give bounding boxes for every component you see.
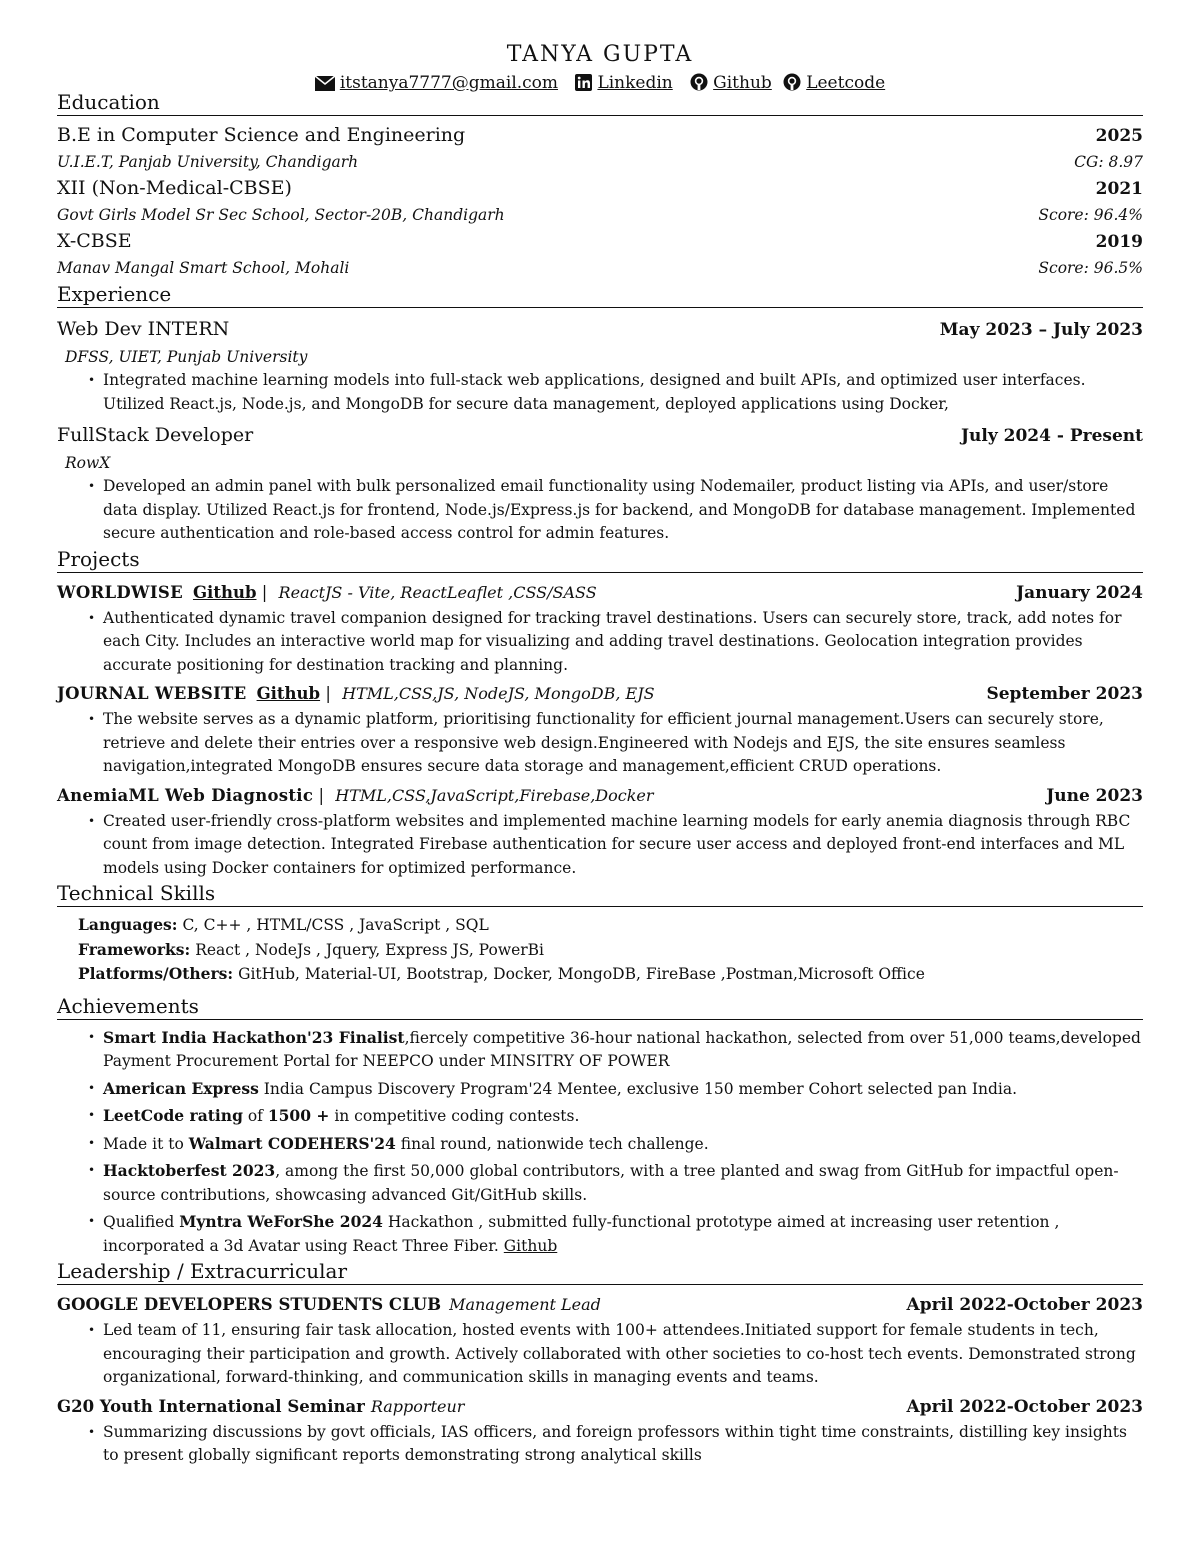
score: Score: 96.5%	[1038, 259, 1143, 277]
skills-section	[57, 913, 1143, 987]
school: Manav Mangal Smart School, Mohali	[57, 259, 350, 277]
highlight: LeetCode rating	[103, 1106, 243, 1125]
text: Made it to	[103, 1134, 189, 1153]
leadership-entry	[57, 1393, 1143, 1421]
leadership-bullets	[57, 1319, 1143, 1390]
leadership-dates: April 2022-October 2023	[906, 1295, 1143, 1315]
skills-languages	[78, 913, 1143, 938]
skills-divider	[57, 906, 1143, 907]
project-github-link[interactable]: Github	[256, 684, 321, 703]
year: 2019	[1095, 232, 1143, 252]
degree: B.E in Computer Science and Engineering	[57, 124, 466, 146]
project-date: June 2023	[1046, 785, 1143, 806]
list-item	[103, 1159, 1143, 1207]
list-item: • Developed an admin panel with bulk personalized email functionality using Nodemailer, product listing via APIs, and user/store data display. Utilized React.js for frontend, Node.js/Express.js for backend, and MongoDB for database management. Implemented secure authentication and role-based access control for admin features.	[103, 475, 1143, 546]
project-tech: HTML,CSS,JS, NodeJS, MongoDB, EJS	[342, 684, 655, 703]
email-link[interactable]: itstanya7777@gmail.com	[339, 73, 559, 93]
leetcode-link[interactable]: Leetcode	[806, 73, 886, 93]
email-contact[interactable]	[315, 71, 558, 95]
text: India Campus Discovery Program'24 Mentee, exclusive 150 member Cohort selected pan India.	[258, 1079, 1018, 1098]
project-entry	[57, 680, 1143, 708]
education-entry	[57, 122, 1143, 149]
leadership-role: Rapporteur	[370, 1396, 465, 1416]
job-title: Web Dev INTERN	[57, 318, 230, 340]
highlight: Walmart CODEHERS'24	[188, 1133, 396, 1153]
education-section	[57, 122, 1143, 281]
leadership-org: GOOGLE DEVELOPERS STUDENTS CLUB	[57, 1295, 442, 1314]
list-item: • The website serves as a dynamic platform, prioritising functionality for efficient journal management.Users can securely store, retrieve and delete their entries over a responsive web design.Engineered with Nodejs and EJS, the site ensures seamless navigation,integrated MongoDB ensures secure data storage and management,efficient CRUD operations.	[103, 708, 1143, 779]
project-name: AnemiaML Web Diagnostic	[57, 785, 314, 805]
text: final round, nationwide tech challenge.	[395, 1134, 709, 1153]
school: U.I.E.T, Panjab University, Chandigarh	[57, 153, 359, 171]
skills-value: C, C++ , HTML/CSS , JavaScript , SQL	[182, 916, 489, 934]
score: Score: 96.4%	[1038, 206, 1143, 224]
list-item	[103, 1104, 1143, 1129]
education-entry	[57, 175, 1143, 202]
job-title: FullStack Developer	[57, 424, 254, 446]
linkedin-link[interactable]: Linkedin	[597, 73, 673, 93]
experience-heading: Experience	[57, 282, 172, 306]
achievements-list	[57, 1026, 1143, 1259]
project-tech: ReactJS - Vite, ReactLeaflet ,CSS/SASS	[278, 582, 597, 602]
skills-label: Frameworks:	[78, 939, 191, 959]
degree: X-CBSE	[57, 230, 132, 252]
linkedin-contact[interactable]	[575, 71, 672, 95]
education-entry	[57, 228, 1143, 255]
list-item	[103, 1077, 1143, 1102]
skills-heading: Technical Skills	[57, 881, 216, 905]
projects-divider	[57, 572, 1143, 573]
experience-entry	[57, 314, 1143, 345]
leadership-section	[57, 1291, 1143, 1468]
project-header	[57, 579, 597, 607]
project-name: WORLDWISE	[57, 582, 183, 602]
leadership-header	[57, 1393, 464, 1421]
linkedin-icon	[575, 74, 592, 91]
project-entry	[57, 579, 1143, 607]
year: 2025	[1095, 126, 1143, 146]
project-bullets	[57, 708, 1143, 779]
leadership-dates: April 2022-October 2023	[906, 1396, 1143, 1417]
separator: |	[325, 684, 331, 703]
resume-page	[57, 40, 1143, 1468]
list-item: • Authenticated dynamic travel companion designed for tracking travel destinations. Users can securely store, track, add notes for each City. Includes an interactive world map for visualizing and adding travel destinations. Geolocation integration provides accurate positioning for destination tracking and planning.	[103, 607, 1143, 678]
project-header	[57, 782, 654, 810]
education-entry-sub	[57, 255, 1143, 281]
experience-section	[57, 314, 1143, 546]
project-name: JOURNAL WEBSITE	[57, 684, 247, 703]
envelope-icon	[315, 76, 335, 91]
school: Govt Girls Model Sr Sec School, Sector-20B, Chandigarh	[57, 206, 505, 224]
text: of	[242, 1107, 268, 1125]
skills-value: GitHub, Material-UI, Bootstrap, Docker, MongoDB, FireBase ,Postman,Microsoft Office	[238, 965, 925, 983]
highlight: Smart India Hackathon'23 Finalist	[103, 1027, 405, 1047]
list-item: • Led team of 11, ensuring fair task allocation, hosted events with 100+ attendees.Initiated support for female students in tech, encouraging their participation and growth. Actively collaborated with other societies to co-host tech events. Demonstrated strong organizational, forward-thinking, and communication skills in managing events and teams.	[103, 1319, 1143, 1390]
education-entry-sub	[57, 202, 1143, 228]
job-dates: May 2023 – July 2023	[939, 320, 1143, 340]
github-link[interactable]: Github	[503, 1236, 558, 1255]
list-item	[103, 1132, 1143, 1157]
project-tech: HTML,CSS,JavaScript,Firebase,Docker	[335, 785, 654, 805]
list-item: • Created user-friendly cross-platform websites and implemented machine learning models for early anemia diagnosis through RBC count from image detection. Integrated Firebase authentication for secure user access and deployed front-end interfaces and ML models using Docker containers for optimized performance.	[103, 810, 1143, 881]
github-icon	[690, 73, 708, 91]
text: ,fiercely competitive 36-hour national hackathon, selected from over 51,000 teams,developed Payment Procurement Portal for NEEPCO under MINSITRY OF POWER	[103, 1028, 1141, 1070]
skills-label: Platforms/Others:	[78, 964, 234, 983]
highlight: Hacktoberfest 2023	[103, 1161, 276, 1180]
text: in competitive coding contests.	[329, 1107, 580, 1125]
job-org: DFSS, UIET, Punjab University	[65, 348, 308, 366]
job-org: RowX	[65, 454, 111, 472]
project-bullets	[57, 810, 1143, 881]
leadership-role: Management Lead	[449, 1295, 601, 1314]
github-contact[interactable]	[690, 71, 772, 95]
achievements-divider	[57, 1019, 1143, 1020]
project-entry	[57, 782, 1143, 810]
project-github-link[interactable]: Github	[192, 582, 257, 602]
highlight: Myntra WeForShe 2024	[179, 1212, 383, 1231]
job-bullets	[57, 369, 1143, 416]
separator: |	[318, 785, 325, 805]
project-date: September 2023	[986, 684, 1143, 704]
job-bullets	[57, 475, 1143, 546]
list-item	[103, 1210, 1143, 1258]
text: , among the first 50,000 global contributors, with a tree planted and swag from GitHub for impactful open-source contributions, showcasing advanced Git/GitHub skills.	[103, 1162, 1119, 1204]
highlight: American Express	[103, 1078, 259, 1098]
job-dates: July 2024 - Present	[960, 426, 1143, 446]
project-date: January 2024	[1016, 582, 1143, 603]
education-heading: Education	[57, 90, 160, 114]
list-item	[103, 1026, 1143, 1074]
projects-heading: Projects	[57, 546, 140, 571]
leadership-divider	[57, 1284, 1143, 1285]
leadership-header	[57, 1291, 601, 1319]
leadership-entry	[57, 1291, 1143, 1319]
education-entry-sub	[57, 149, 1143, 175]
github-link[interactable]: Github	[713, 73, 772, 93]
score: CG: 8.97	[1074, 153, 1143, 171]
text: Qualified	[103, 1213, 180, 1231]
leadership-bullets	[57, 1421, 1143, 1468]
skills-frameworks	[78, 938, 1143, 963]
education-divider	[57, 115, 1143, 116]
skills-label: Languages:	[78, 915, 178, 934]
leetcode-icon	[783, 73, 801, 91]
skills-platforms	[78, 962, 1143, 987]
project-header	[57, 680, 655, 708]
leadership-heading: Leadership / Extracurricular	[57, 1259, 347, 1283]
experience-divider	[57, 307, 1143, 308]
list-item: • Summarizing discussions by govt officials, IAS officers, and foreign professors within tight time constraints, distilling key insights to present globally significant reports demonstrating strong analytical skills	[103, 1421, 1143, 1468]
year: 2021	[1095, 179, 1143, 199]
list-item: • Integrated machine learning models into full-stack web applications, designed and built APIs, and optimized user interfaces. Utilized React.js, Node.js, and MongoDB for secure data management, deployed applications using Docker,	[103, 369, 1143, 416]
degree: XII (Non-Medical-CBSE)	[57, 177, 292, 199]
achievements-heading: Achievements	[57, 993, 199, 1018]
projects-section	[57, 579, 1143, 881]
separator: |	[261, 582, 268, 602]
highlight: 1500 +	[267, 1106, 330, 1125]
leetcode-contact[interactable]	[783, 71, 885, 95]
candidate-name: TANYA GUPTA	[506, 42, 694, 67]
experience-entry	[57, 420, 1143, 451]
text: Hackathon , submitted fully-functional prototype aimed at increasing user retention , incorporated a 3d Avatar using React Three Fiber.	[103, 1213, 1060, 1255]
leadership-org: G20 Youth International Seminar	[57, 1396, 365, 1416]
project-bullets	[57, 607, 1143, 678]
skills-value: React , NodeJs , Jquery, Express JS, PowerBi	[195, 940, 545, 959]
